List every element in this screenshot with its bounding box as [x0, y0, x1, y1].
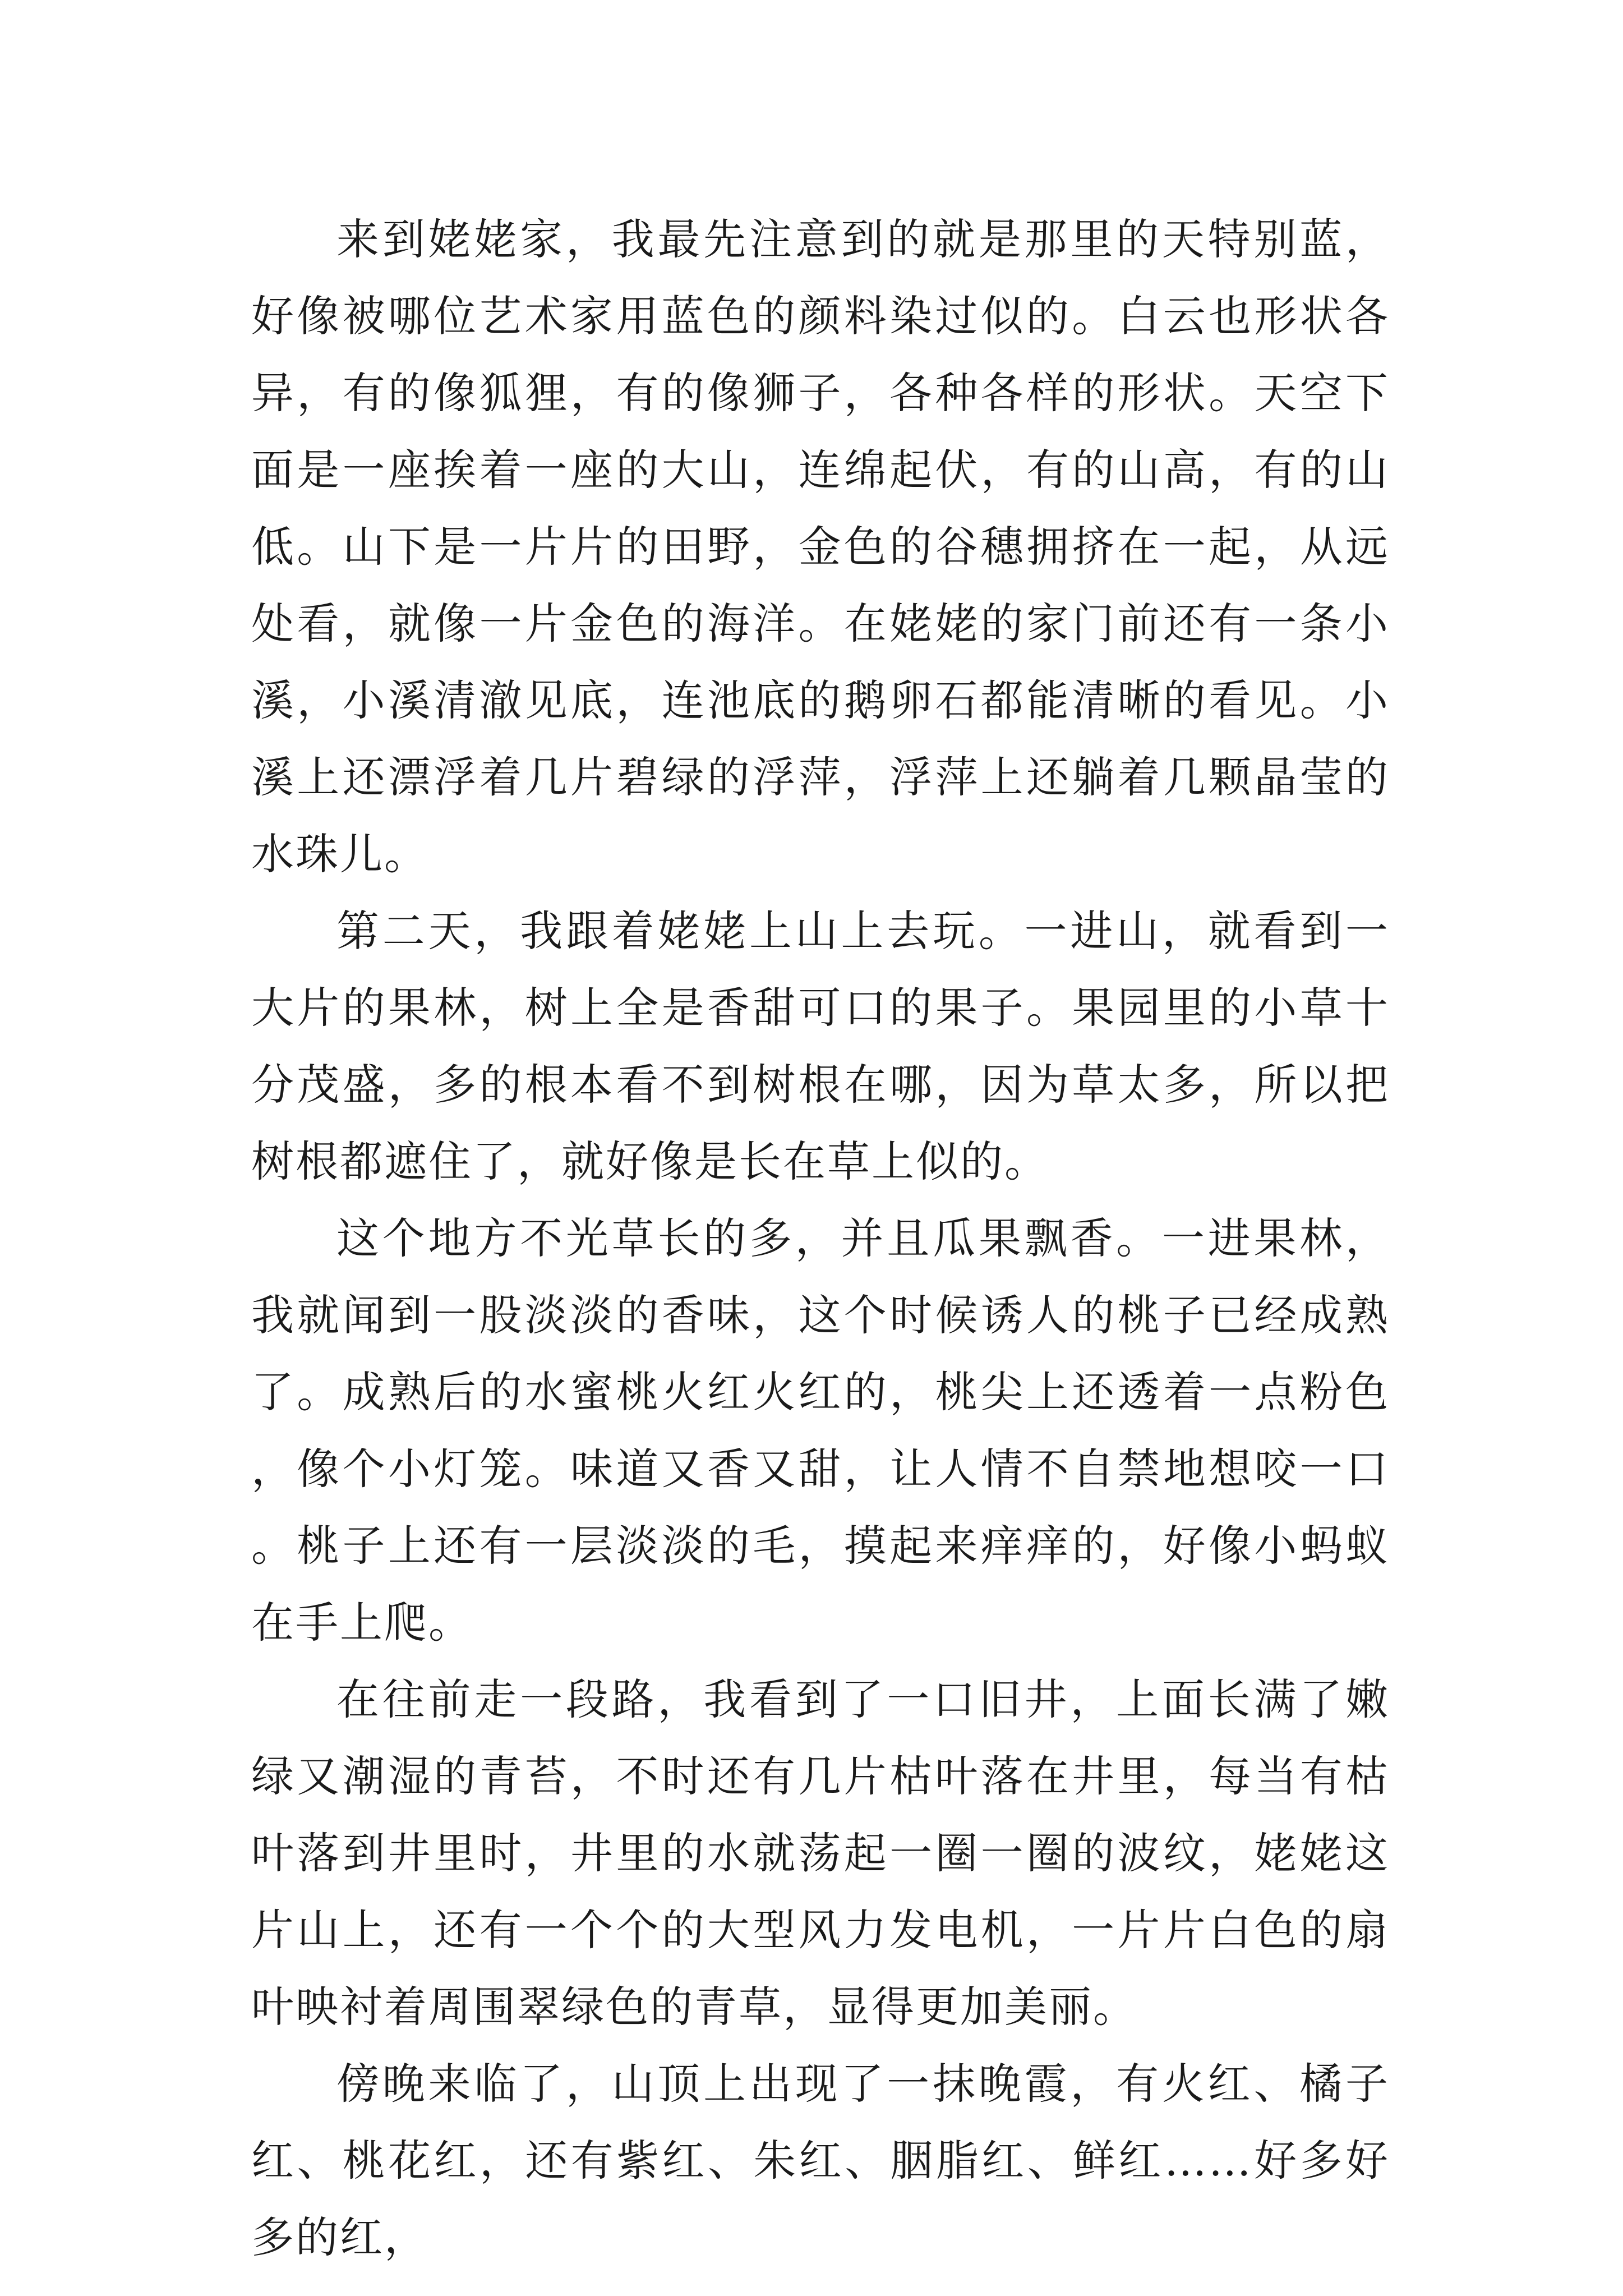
paragraph-second-day-orchard: 第二天，我跟着姥姥上山上去玩。一进山，就看到一大片的果林，树上全是香甜可口的果子。果园里的小草十分茂盛，多的根本看不到树根在哪，因为草太多，所以把树根都遮住了，就好像是长在草上似的。 [251, 906, 1390, 1186]
paragraph-grandma-home-scenery: 来到姥姥家，我最先注意到的就是那里的天特别蓝，好像被哪位艺术家用蓝色的颜料染过似的。白云也形状各异，有的像狐狸，有的像狮子，各种各样的形状。天空下面是一座挨着一座的大山，连绵起伏，有的山高，有的山低。山下是一片片的田野，金色的谷穗拥挤在一起，从远处看，就像一片金色的海洋。在姥姥的家门前还有一条小溪，小溪清澈见底，连池底的鹅卵石都能清晰的看见。小溪上还漂浮着几片碧绿的浮萍，浮萍上还躺着几颗晶莹的水珠儿。 [251, 214, 1390, 879]
essay-body [251, 201, 1390, 2276]
paragraph-fruit-fragrance-peaches: 这个地方不光草长的多，并且瓜果飘香。一进果林，我就闻到一股淡淡的香味，这个时候诱人的桃子已经成熟了。成熟后的水蜜桃火红火红的，桃尖上还透着一点粉色，像个小灯笼。味道又香又甜，让人情不自禁地想咬一口。桃子上还有一层淡淡的毛，摸起来痒痒的，好像小蚂蚁在手上爬。 [251, 1213, 1390, 1648]
paragraph-old-well-wind-turbines: 在往前走一段路，我看到了一口旧井，上面长满了嫩绿又潮湿的青苔，不时还有几片枯叶落在井里，每当有枯叶落到井里时，井里的水就荡起一圈一圈的波纹，姥姥这片山上，还有一个个的大型风力发电机，一片片白色的扇叶映衬着周围翠绿色的青草，显得更加美丽。 [251, 1674, 1390, 2032]
paragraph-evening-sunset-glow: 傍晚来临了，山顶上出现了一抹晚霞，有火红、橘子红、桃花红，还有紫红、朱红、胭脂红、鲜红……好多好多的红， [251, 2059, 1390, 2262]
